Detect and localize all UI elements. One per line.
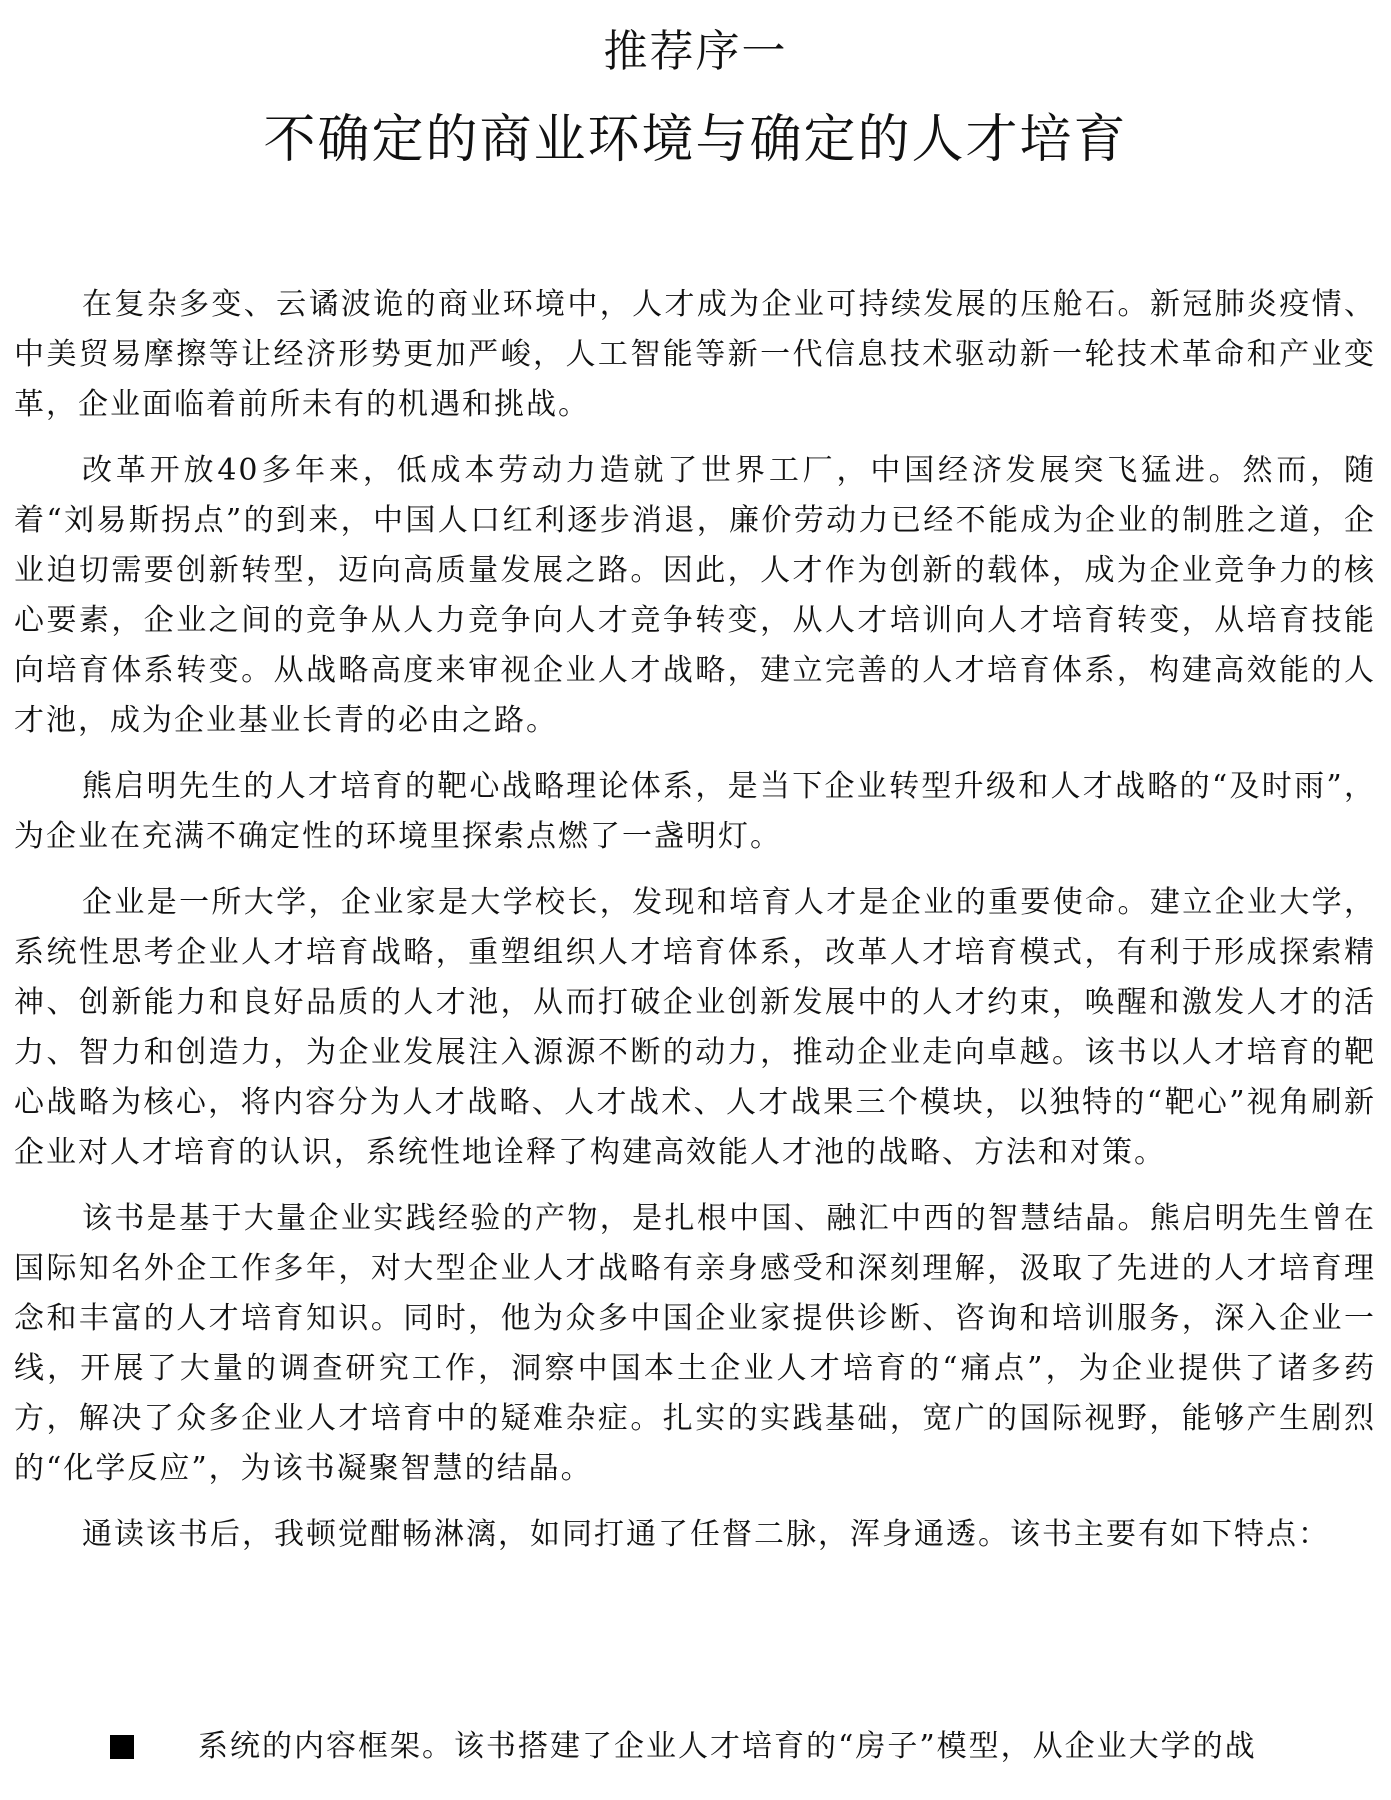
paragraph-4: 企业是一所大学，企业家是大学校长，发现和培育人才是企业的重要使命。建立企业大学，系统性思考企业人才培育战略，重塑组织人才培育体系，改革人才培育模式，有利于形成探索精神、创新能力和良好品质的人才池，从而打破企业创新发展中的人才约束，唤醒和激发人才的活力、智力和创造力，为企业发展注入源源不断的动力，推动企业走向卓越。该书以人才培育的靶心战略为核心，将内容分为人才战略、人才战术、人才战果三个模块，以独特的“靶心”视角刷新企业对人才培育的认识，系统性地诠释了构建高效能人才池的战略、方法和对策。 (14, 885, 1376, 1170)
bullet-text: 系统的内容框架。该书搭建了企业人才培育的“房子”模型，从企业大学的战 (198, 1729, 1257, 1764)
paragraph-1: 在复杂多变、云谲波诡的商业环境中，人才成为企业可持续发展的压舱石。新冠肺炎疫情、中美贸易摩擦等让经济形势更加严峻，人工智能等新一代信息技术驱动新一轮技术革命和产业变革，企业面临着前所未有的机遇和挑战。 (14, 287, 1376, 422)
paragraph-2: 改革开放40多年来，低成本劳动力造就了世界工厂，中国经济发展突飞猛进。然而，随着“刘易斯拐点”的到来，中国人口红利逐步消退，廉价劳动力已经不能成为企业的制胜之道，企业迫切需要创新转型，迈向高质量发展之路。因此，人才作为创新的载体，成为企业竞争力的核心要素，企业之间的竞争从人力竞争向人才竞争转变，从人才培训向人才培育转变，从培育技能向培育体系转变。从战略高度来审视企业人才战略，建立完善的人才培育体系，构建高效能的人才池，成为企业基业长青的必由之路。 (14, 453, 1376, 738)
body-text (14, 280, 1376, 1576)
square-bullet-icon (110, 1735, 134, 1759)
paragraph-3: 熊启明先生的人才培育的靶心战略理论体系，是当下企业转型升级和人才战略的“及时雨”，为企业在充满不确定性的环境里探索点燃了一盏明灯。 (14, 769, 1376, 854)
paragraph-6: 通读该书后，我顿觉酣畅淋漓，如同打通了任督二脉，浑身通透。该书主要有如下特点： (82, 1517, 1330, 1552)
paragraph-5: 该书是基于大量企业实践经验的产物，是扎根中国、融汇中西的智慧结晶。熊启明先生曾在国际知名外企工作多年，对大型企业人才战略有亲身感受和深刻理解，汲取了先进的人才培育理念和丰富的人才培育知识。同时，他为众多中国企业家提供诊断、咨询和培训服务，深入企业一线，开展了大量的调查研究工作，洞察中国本土企业人才培育的“痛点”，为企业提供了诸多药方，解决了众多企业人才培育中的疑难杂症。扎实的实践基础，宽广的国际视野，能够产生剧烈的“化学反应”，为该书凝聚智慧的结晶。 (14, 1201, 1376, 1486)
preface-label: 推荐序一 (603, 26, 788, 77)
page-title: 不确定的商业环境与确定的人才培育 (263, 110, 1128, 170)
bullet-item (110, 1722, 1376, 1772)
